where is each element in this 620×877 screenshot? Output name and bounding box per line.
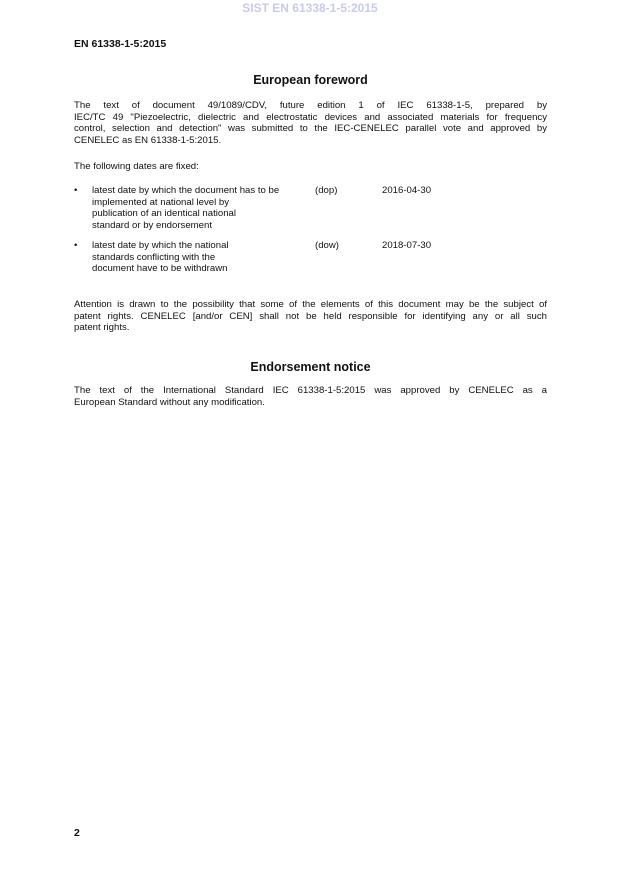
text-line: document have to be withdrawn bbox=[92, 263, 228, 275]
bullet-icon: • bbox=[74, 185, 78, 196]
date-value: 2018-07-30 bbox=[382, 240, 432, 251]
text-line: patent rights. CENELEC [and/or CEN] shall not be held responsible for identifying any or all such bbox=[74, 310, 547, 322]
page-number: 2 bbox=[74, 827, 80, 839]
date-code: (dow) bbox=[315, 240, 339, 251]
watermark: SIST EN 61338-1-5:2015 bbox=[242, 1, 378, 15]
text-line: patent rights. bbox=[74, 322, 130, 334]
text-line: implemented at national level by bbox=[92, 196, 230, 208]
text-line: latest date by which the national bbox=[92, 240, 229, 251]
text-line: Attention is drawn to the possibility that some of the elements of this document may be the subject of bbox=[74, 299, 547, 310]
text-line: publication of an identical national bbox=[92, 208, 237, 220]
dates-intro: The following dates are fixed: bbox=[74, 161, 199, 172]
endorsement-title: Endorsement notice bbox=[250, 360, 371, 374]
patent-paragraph bbox=[74, 299, 547, 334]
document-header: EN 61338-1-5:2015 bbox=[74, 38, 167, 50]
text-line: CENELEC as EN 61338-1-5:2015. bbox=[74, 134, 222, 146]
text-line: The text of document 49/1089/CDV, future edition 1 of IEC 61338-1-5, prepared by bbox=[74, 100, 547, 111]
text-line: IEC/TC 49 "Piezoelectric, dielectric and electrostatic devices and associated materials for frequency bbox=[74, 111, 547, 123]
text-line: latest date by which the document has to be bbox=[92, 185, 280, 196]
text-line: European Standard without any modification. bbox=[74, 396, 265, 408]
text-line: control, selection and detection" was submitted to the IEC-CENELEC parallel vote and approved by bbox=[74, 123, 547, 135]
foreword-paragraph-1 bbox=[74, 100, 547, 146]
text-line: standards conflicting with the bbox=[92, 251, 216, 263]
bullet-icon: • bbox=[74, 240, 78, 251]
date-code: (dop) bbox=[315, 185, 338, 196]
text-line: standard or by endorsement bbox=[92, 219, 212, 231]
endorsement-paragraph bbox=[74, 385, 547, 408]
text-line: The text of the International Standard IEC 61338-1-5:2015 was approved by CENELEC as a bbox=[74, 385, 547, 396]
date-value: 2016-04-30 bbox=[382, 185, 432, 196]
foreword-title: European foreword bbox=[253, 73, 368, 87]
